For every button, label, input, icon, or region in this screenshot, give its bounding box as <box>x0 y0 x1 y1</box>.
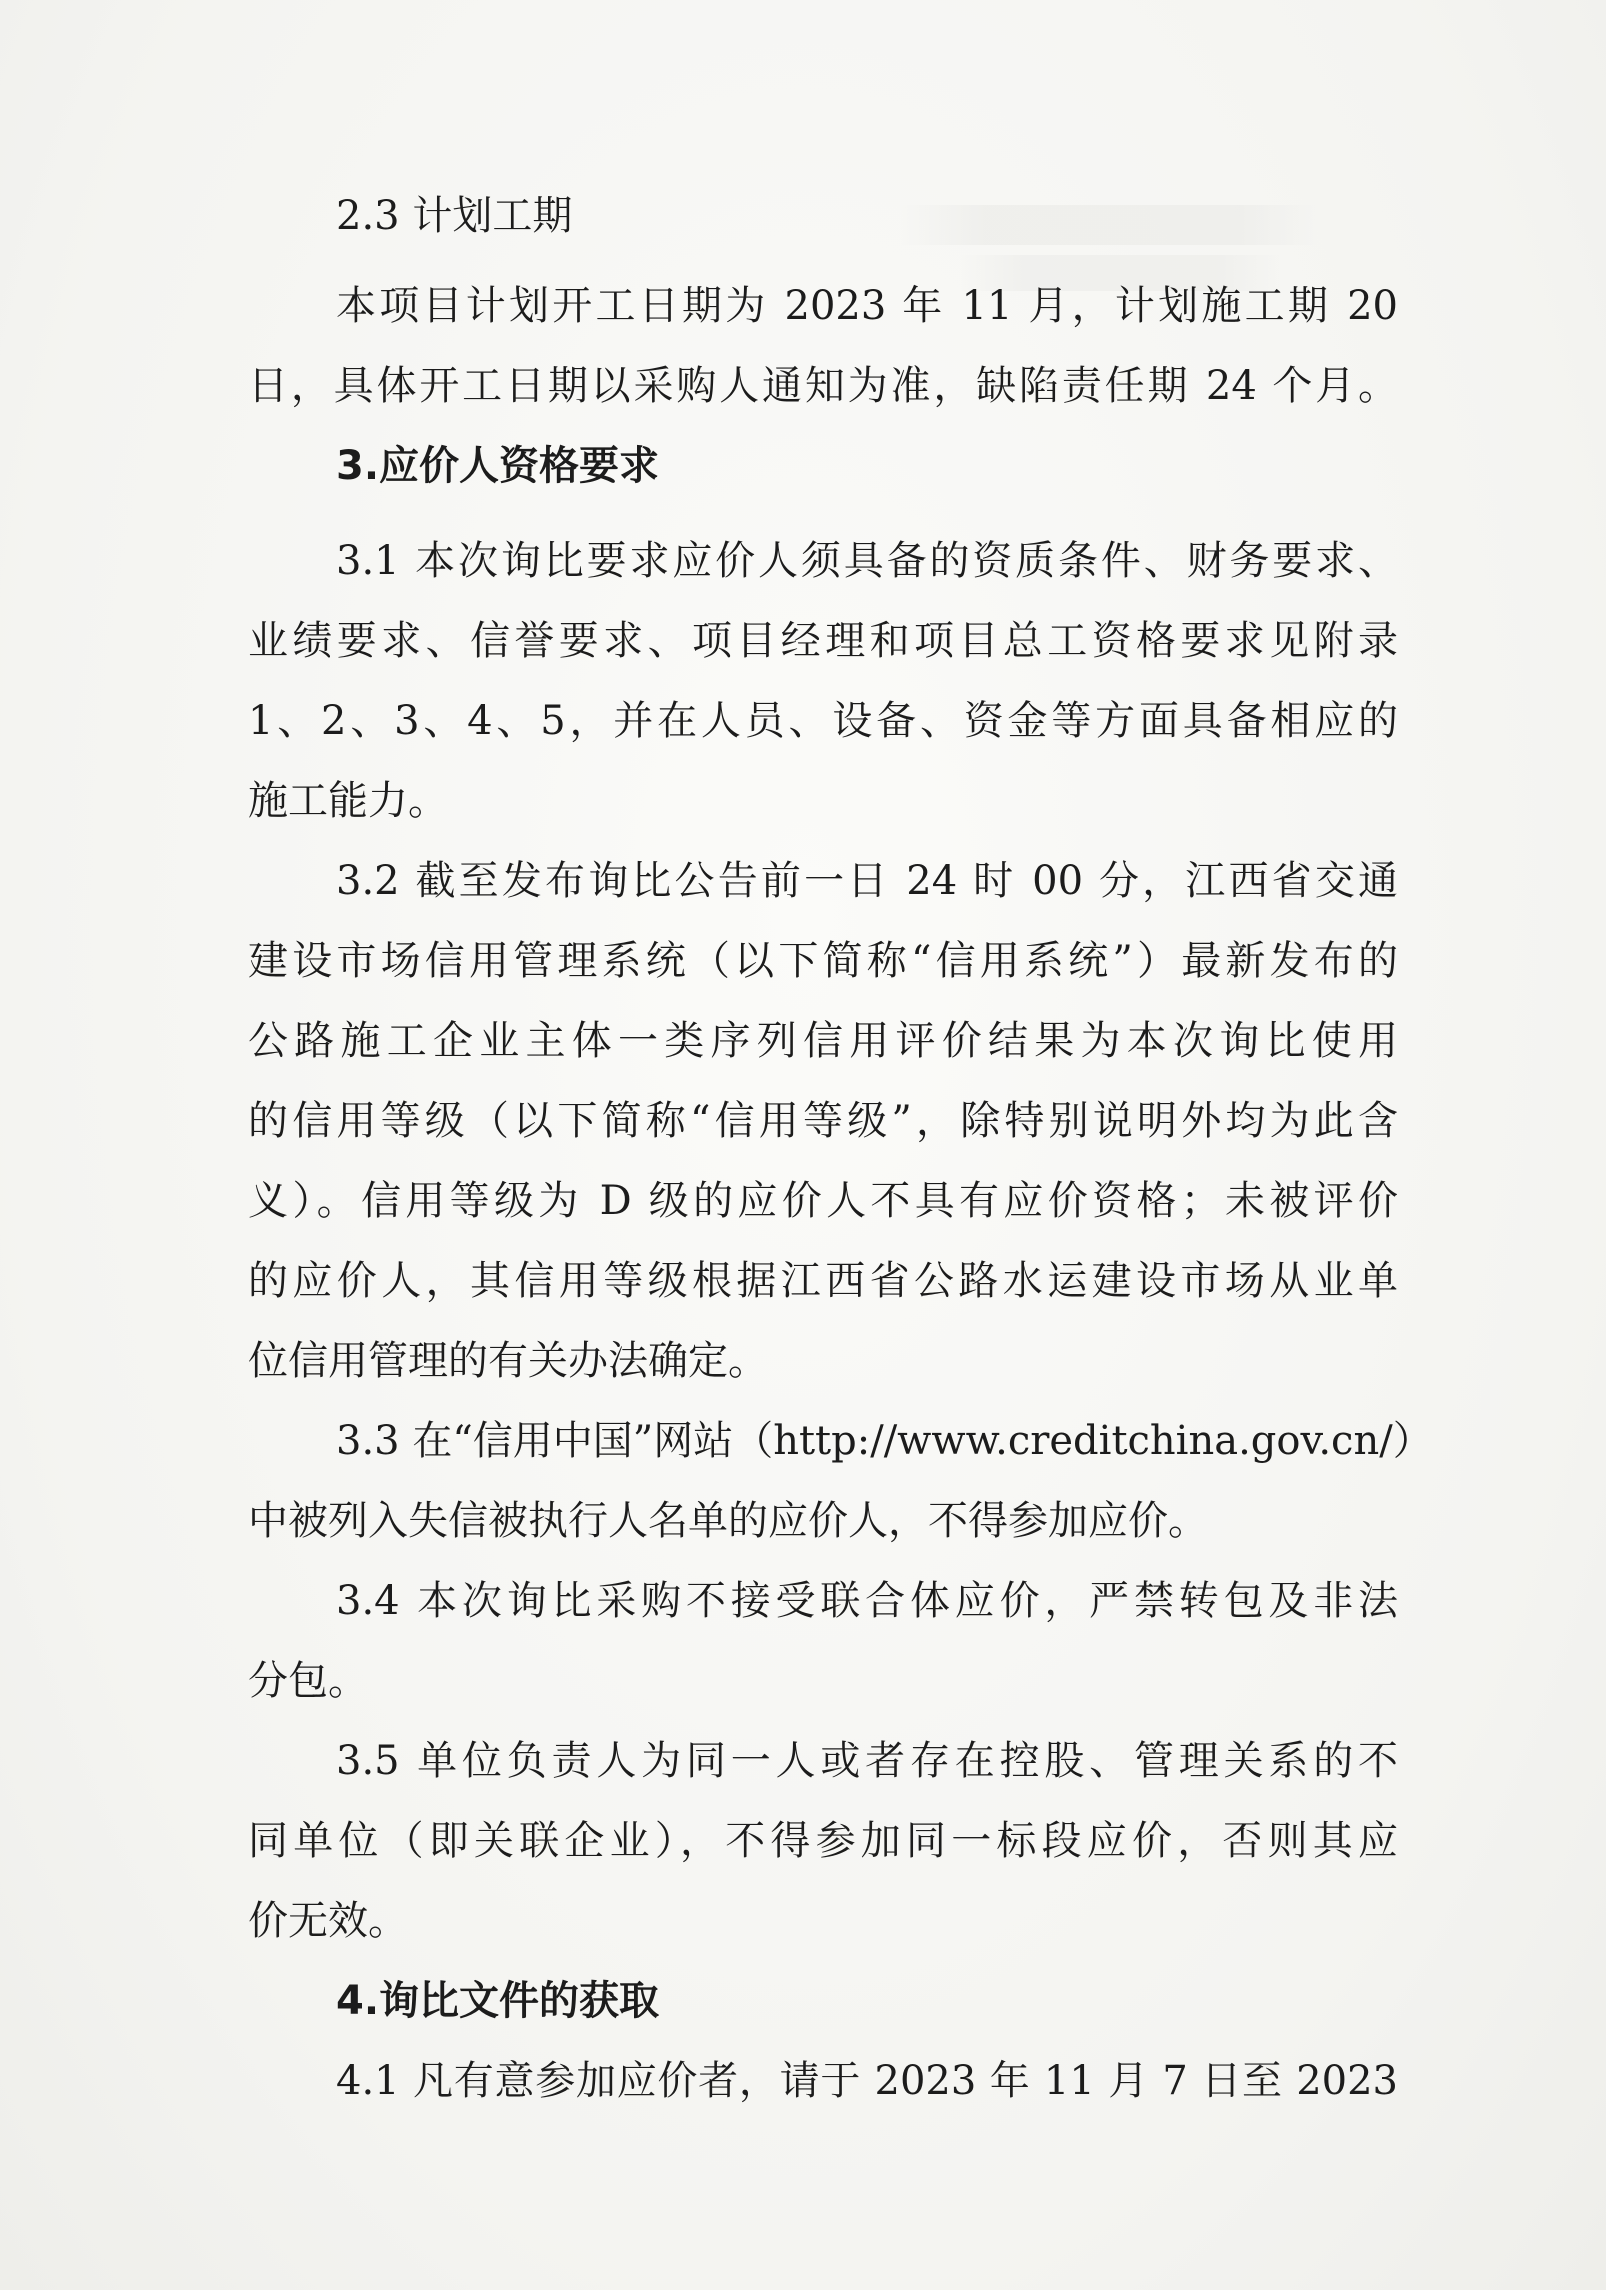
paragraph-line: 的应价人，其信用等级根据江西省公路水运建设市场从业单 <box>248 1258 1398 1304</box>
paragraph-line: 位信用管理的有关办法确定。 <box>248 1338 768 1384</box>
paragraph-line: 4.1 凡有意参加应价者，请于 2023 年 11 月 7 日至 2023 <box>336 2058 1398 2104</box>
paragraph-line: 中被列入失信被执行人名单的应价人，不得参加应价。 <box>248 1498 1208 1544</box>
paragraph-line: 价无效。 <box>248 1898 408 1944</box>
paragraph-line: 的信用等级（以下简称“信用等级”，除特别说明外均为此含 <box>248 1098 1398 1144</box>
paragraph-line: 日，具体开工日期以采购人通知为准，缺陷责任期 24 个月。 <box>248 363 1398 409</box>
paragraph-line: 3.4 本次询比采购不接受联合体应价，严禁转包及非法 <box>336 1578 1398 1624</box>
paragraph-line: 3.2 截至发布询比公告前一日 24 时 00 分，江西省交通 <box>336 858 1398 904</box>
section-heading-2-3: 2.3 计划工期 <box>336 193 573 239</box>
paragraph-line: 1、2、3、4、5，并在人员、设备、资金等方面具备相应的 <box>248 698 1398 744</box>
paragraph-line: 公路施工企业主体一类序列信用评价结果为本次询比使用 <box>248 1018 1398 1064</box>
paragraph-line: 本项目计划开工日期为 2023 年 11 月，计划施工期 20 <box>336 283 1398 329</box>
paragraph-line: 业绩要求、信誉要求、项目经理和项目总工资格要求见附录 <box>248 618 1398 664</box>
paragraph-line: 3.1 本次询比要求应价人须具备的资质条件、财务要求、 <box>336 538 1398 584</box>
paragraph-line: 同单位（即关联企业），不得参加同一标段应价，否则其应 <box>248 1818 1398 1864</box>
bleed-through-mark <box>900 205 1320 245</box>
section-heading-4: 4.询比文件的获取 <box>336 1978 660 2024</box>
paragraph-line: 3.3 在“信用中国”网站（http://www.creditchina.gov.cn/） <box>336 1418 1433 1464</box>
section-heading-3: 3.应价人资格要求 <box>336 443 660 489</box>
paragraph-line: 分包。 <box>248 1658 368 1704</box>
paragraph-line: 义）。信用等级为 D 级的应价人不具有应价资格；未被评价 <box>248 1178 1398 1224</box>
paragraph-line: 施工能力。 <box>248 778 448 824</box>
paragraph-line: 3.5 单位负责人为同一人或者存在控股、管理关系的不 <box>336 1738 1398 1784</box>
paragraph-line: 建设市场信用管理系统（以下简称“信用系统”）最新发布的 <box>248 938 1398 984</box>
